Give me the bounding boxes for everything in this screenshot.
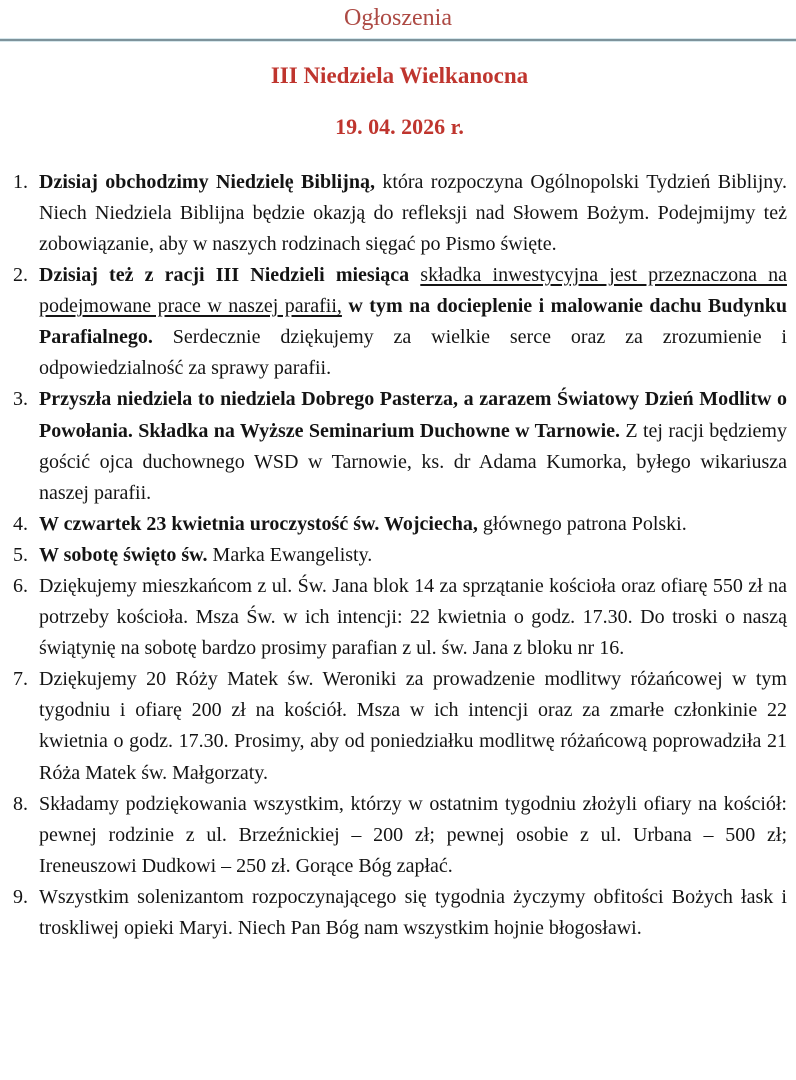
text-run: W sobotę święto św. <box>39 543 213 566</box>
announcement-item <box>12 509 787 540</box>
item-number: 6. <box>13 575 28 598</box>
item-number: 5. <box>13 543 28 566</box>
text-run: Marka Ewangelisty. <box>212 543 373 566</box>
announcement-item <box>12 260 787 384</box>
item-text <box>39 513 687 535</box>
page-title: Ogłoszenia <box>344 5 452 31</box>
text-run: głównego patrona Polski. <box>482 512 687 535</box>
text-run: Serdecznie dziękujemy za wielkie serce oraz za zrozumienie i odpowiedzialność za sprawy parafii. <box>39 326 787 380</box>
item-text <box>39 171 787 255</box>
text-run: Wszystkim solenizantom rozpoczynającego się tygodnia życzymy obfitości Bożych łask i troskliwej opieki Maryi. Niech Pan Bóg nam wszystkim hojnie błogosławi. <box>39 885 787 940</box>
item-text <box>39 388 787 503</box>
text-run: która rozpoczyna Ogólnopolski Tydzień Biblijny. Niech Niedziela Biblijna będzie okazją do refleksji nad Słowem Bożym. Podejmijmy też zobowiązanie, aby w naszych rodzinach sięgać po Pismo święte. <box>39 170 787 255</box>
text-run: W czwartek 23 kwietnia uroczystość św. Wojciecha, <box>39 512 483 535</box>
item-number: 2. <box>13 264 28 287</box>
item-text <box>39 544 372 566</box>
text-run: Dzisiaj obchodzimy Niedzielę Biblijną, <box>39 170 383 193</box>
announcement-item <box>12 540 787 571</box>
item-text <box>39 575 787 659</box>
announcement-item <box>12 664 787 788</box>
announcement-item <box>12 882 787 944</box>
text-run: Z tej racji będziemy gościć ojca duchownego WSD w Tarnowie, ks. dr Adama Kumorka, byłego wikariusza naszej parafii. <box>39 419 787 504</box>
announcement-item <box>12 571 787 664</box>
text-run: Dziękujemy 20 Róży Matek św. Weroniki za prowadzenie modlitwy różańcowej w tym tygodniu i ofiarę 200 zł na kościół. Msza w ich intencji oraz za zmarłe członkinie 22 kwietnia o godz. 17.30. Prosimy, aby od poniedziałku modlitwę różańcową poprowadziła 21 Róża Matek św. Małgorzaty. <box>39 668 787 784</box>
header-divider <box>0 38 796 42</box>
item-number: 7. <box>13 668 28 691</box>
document-body <box>0 63 796 944</box>
item-number: 3. <box>13 388 28 411</box>
announcement-item <box>12 384 787 508</box>
item-text <box>39 264 787 379</box>
item-text <box>39 668 787 783</box>
text-run: Składamy podziękowania wszystkim, którzy w ostatnim tygodniu złożyli ofiary na kościół: pewnej rodzinie z ul. Brzeźnickiej – 200 zł; pewnej osobie z ul. Urbana – 500 zł; Ireneuszowi Dudkowi – 250 zł. Gorące Bóg zapłać. <box>39 792 787 877</box>
item-text <box>39 886 787 939</box>
announcement-list <box>12 167 787 944</box>
sunday-title: III Niedziela Wielkanocna <box>270 62 529 88</box>
text-run: Dzisiaj też z racji III Niedzieli miesiąca <box>39 264 421 287</box>
item-number: 9. <box>13 885 28 908</box>
text-run: Przyszła niedziela to niedziela Dobrego Pasterza, a zarazem Światowy Dzień Modlitw o Powołania. Składka na Wyższe Seminarium Duchowne w Tarnowie. <box>39 388 787 442</box>
announcement-item <box>12 789 787 882</box>
item-text <box>39 793 787 877</box>
text-run: w tym na docieplenie i malowanie dachu Budynku Parafialnego. <box>39 295 787 349</box>
item-number: 1. <box>13 170 28 193</box>
item-number: 8. <box>13 792 28 815</box>
item-number: 4. <box>13 512 28 535</box>
date-line: 19. 04. 2026 r. <box>335 113 464 139</box>
text-run: składka inwestycyjna jest przeznaczona na podejmowane prace w naszej parafii, <box>39 264 787 318</box>
text-run: Dziękujemy mieszkańcom z ul. Św. Jana blok 14 za sprzątanie kościoła oraz ofiarę 550 zł na potrzeby kościoła. Msza Św. w ich intencji: 22 kwietnia o godz. 17.30. Do troski o naszą świątynię na sobotę bardzo prosimy parafian z ul. św. Jana z bloku nr 16. <box>39 575 787 660</box>
announcement-item <box>12 167 787 260</box>
